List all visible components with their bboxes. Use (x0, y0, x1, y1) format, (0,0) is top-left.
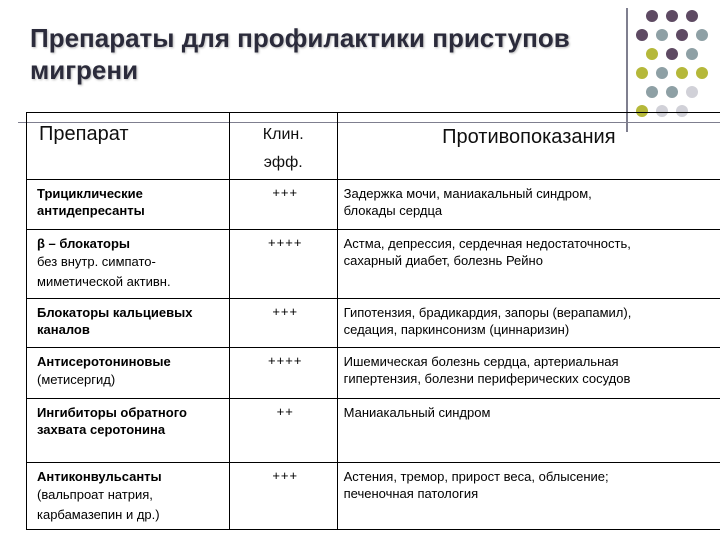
contra-line: блокады сердца (343, 203, 443, 218)
drug-name: Трициклические антидепресанты (37, 186, 145, 218)
efficacy-cell: +++ (229, 180, 337, 230)
contra-line: гипертензия, болезни периферических сосудов (343, 371, 631, 386)
efficacy-cell: +++ (229, 463, 337, 530)
decor-dot (636, 67, 648, 79)
contraindications-cell (337, 348, 720, 399)
decor-dot (686, 10, 698, 22)
drug-cell (27, 463, 230, 530)
decor-dot (646, 10, 658, 22)
table-row (27, 348, 720, 399)
page-title (30, 22, 620, 86)
efficacy-cell: ++ (229, 399, 337, 463)
contra-line: Гипотензия, брадикардия, запоры (верапамил), (343, 305, 632, 320)
decor-dot (666, 86, 678, 98)
drug-cell (27, 399, 230, 463)
drug-cell (27, 348, 230, 399)
decor-dot (646, 86, 658, 98)
decor-dot (676, 67, 688, 79)
drug-note: (вальпроат натрия, карбамазепин и др.) (37, 487, 160, 522)
drugs-table (26, 112, 720, 530)
contra-line: Астма, депрессия, сердечная недостаточность, (343, 236, 631, 251)
drug-name: Блокаторы кальциевых каналов (37, 305, 193, 337)
contra-line: Ишемическая болезнь сердца, артериальная (343, 354, 619, 369)
header-efficacy-line-2: эфф. (263, 154, 303, 171)
contra-line: Астения, тремор, прирост веса, облысение; (343, 469, 609, 484)
header-efficacy-line-1: Клин. (262, 126, 304, 143)
drug-note: без внутр. симпато-миметической активн. (37, 254, 171, 289)
decor-dot (646, 48, 658, 60)
contraindications-cell (337, 180, 720, 230)
efficacy-cell: ++++ (229, 348, 337, 399)
drug-cell (27, 180, 230, 230)
drug-name: Антиконвульсанты (37, 469, 162, 484)
decor-dot (666, 48, 678, 60)
contra-line: Маниакальный синдром (343, 405, 491, 420)
contraindications-cell (337, 399, 720, 463)
title-line-1: Препараты для профилактики приступов (30, 23, 570, 53)
decor-dot (696, 67, 708, 79)
contra-line: сахарный диабет, болезнь Рейно (343, 253, 543, 268)
drug-name: Антисеротониновые (37, 354, 171, 369)
table-row (27, 463, 720, 530)
decor-dot-grid (636, 10, 716, 110)
decor-dot (686, 86, 698, 98)
decor-dot (656, 67, 668, 79)
header-efficacy (229, 113, 337, 180)
table-row (27, 399, 720, 463)
decor-dot (686, 48, 698, 60)
drug-name: β – блокаторы (37, 236, 131, 251)
drug-name: Ингибиторы обратного захвата серотонина (37, 405, 187, 437)
contra-line: седация, паркинсонизм (циннаризин) (343, 322, 570, 337)
contraindications-cell (337, 299, 720, 348)
decor-dot (676, 29, 688, 41)
contraindications-cell (337, 463, 720, 530)
decor-dot (656, 29, 668, 41)
drug-note: (метисергид) (37, 372, 116, 387)
efficacy-cell: ++++ (229, 230, 337, 299)
efficacy-cell: +++ (229, 299, 337, 348)
table-header-row (27, 113, 720, 180)
title-line-2: мигрени (30, 55, 139, 85)
drug-cell (27, 299, 230, 348)
contra-line: печеночная патология (343, 486, 479, 501)
table-row (27, 180, 720, 230)
decor-dot (696, 29, 708, 41)
contra-line: Задержка мочи, маниакальный синдром, (343, 186, 592, 201)
table-row (27, 230, 720, 299)
header-drug: Препарат (27, 113, 230, 180)
table-row (27, 299, 720, 348)
contraindications-cell (337, 230, 720, 299)
decor-dot (636, 29, 648, 41)
header-contraindications: Противопоказания (337, 113, 720, 180)
drug-cell (27, 230, 230, 299)
decor-dot (666, 10, 678, 22)
